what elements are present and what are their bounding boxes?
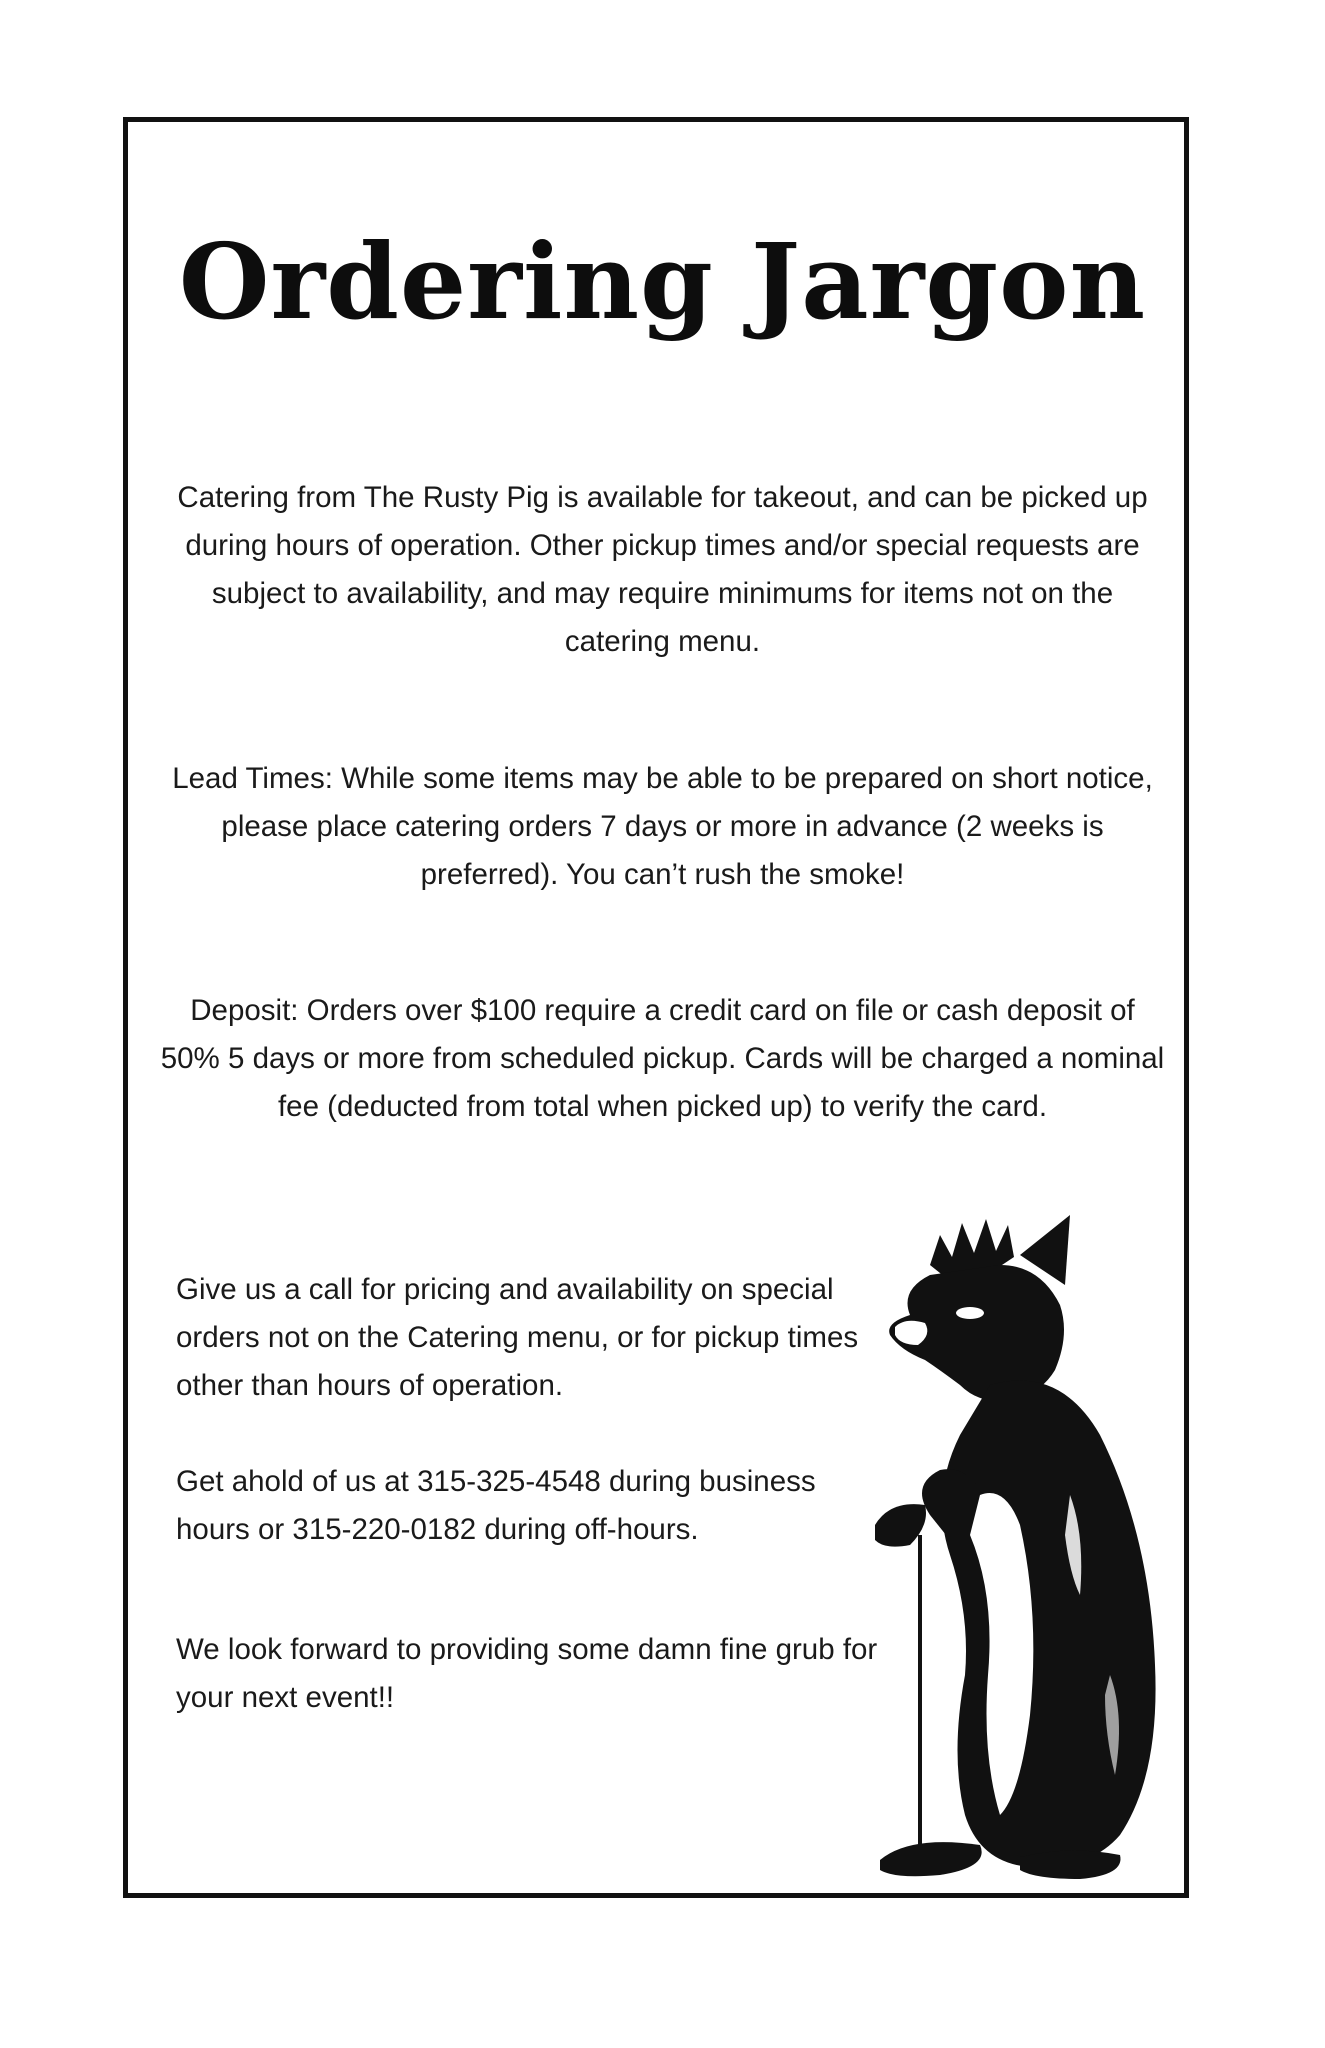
lead-times-paragraph: Lead Times: While some items may be able to be prepared on short notice, please place catering orders 7 days or more in advance (2 weeks is preferred). You can’t rush the smoke!	[172, 762, 1153, 891]
special-orders-paragraph: Give us a call for pricing and availability on special orders not on the Catering menu, or for pickup times other than hours of operation.	[176, 1273, 859, 1402]
contact-paragraph: Get ahold of us at 315-325-4548 during business hours or 315-220-0182 during off-hours.	[176, 1465, 816, 1546]
deposit-paragraph: Deposit: Orders over $100 require a credit card on file or cash deposit of 50% 5 days or more from scheduled pickup. Cards will be charged a nominal fee (deducted from total when picked up) to verify the card.	[160, 994, 1165, 1123]
pig-illustration	[870, 1195, 1190, 1885]
page-title: Ordering Jargon	[178, 220, 1147, 343]
intro-paragraph: Catering from The Rusty Pig is available for takeout, and can be picked up during hours of operation. Other pickup times and/or special requests are subject to availability, and may require minimums for items not on the catering menu.	[177, 481, 1148, 658]
closing-paragraph: We look forward to providing some damn fine grub for your next event!!	[176, 1633, 878, 1714]
